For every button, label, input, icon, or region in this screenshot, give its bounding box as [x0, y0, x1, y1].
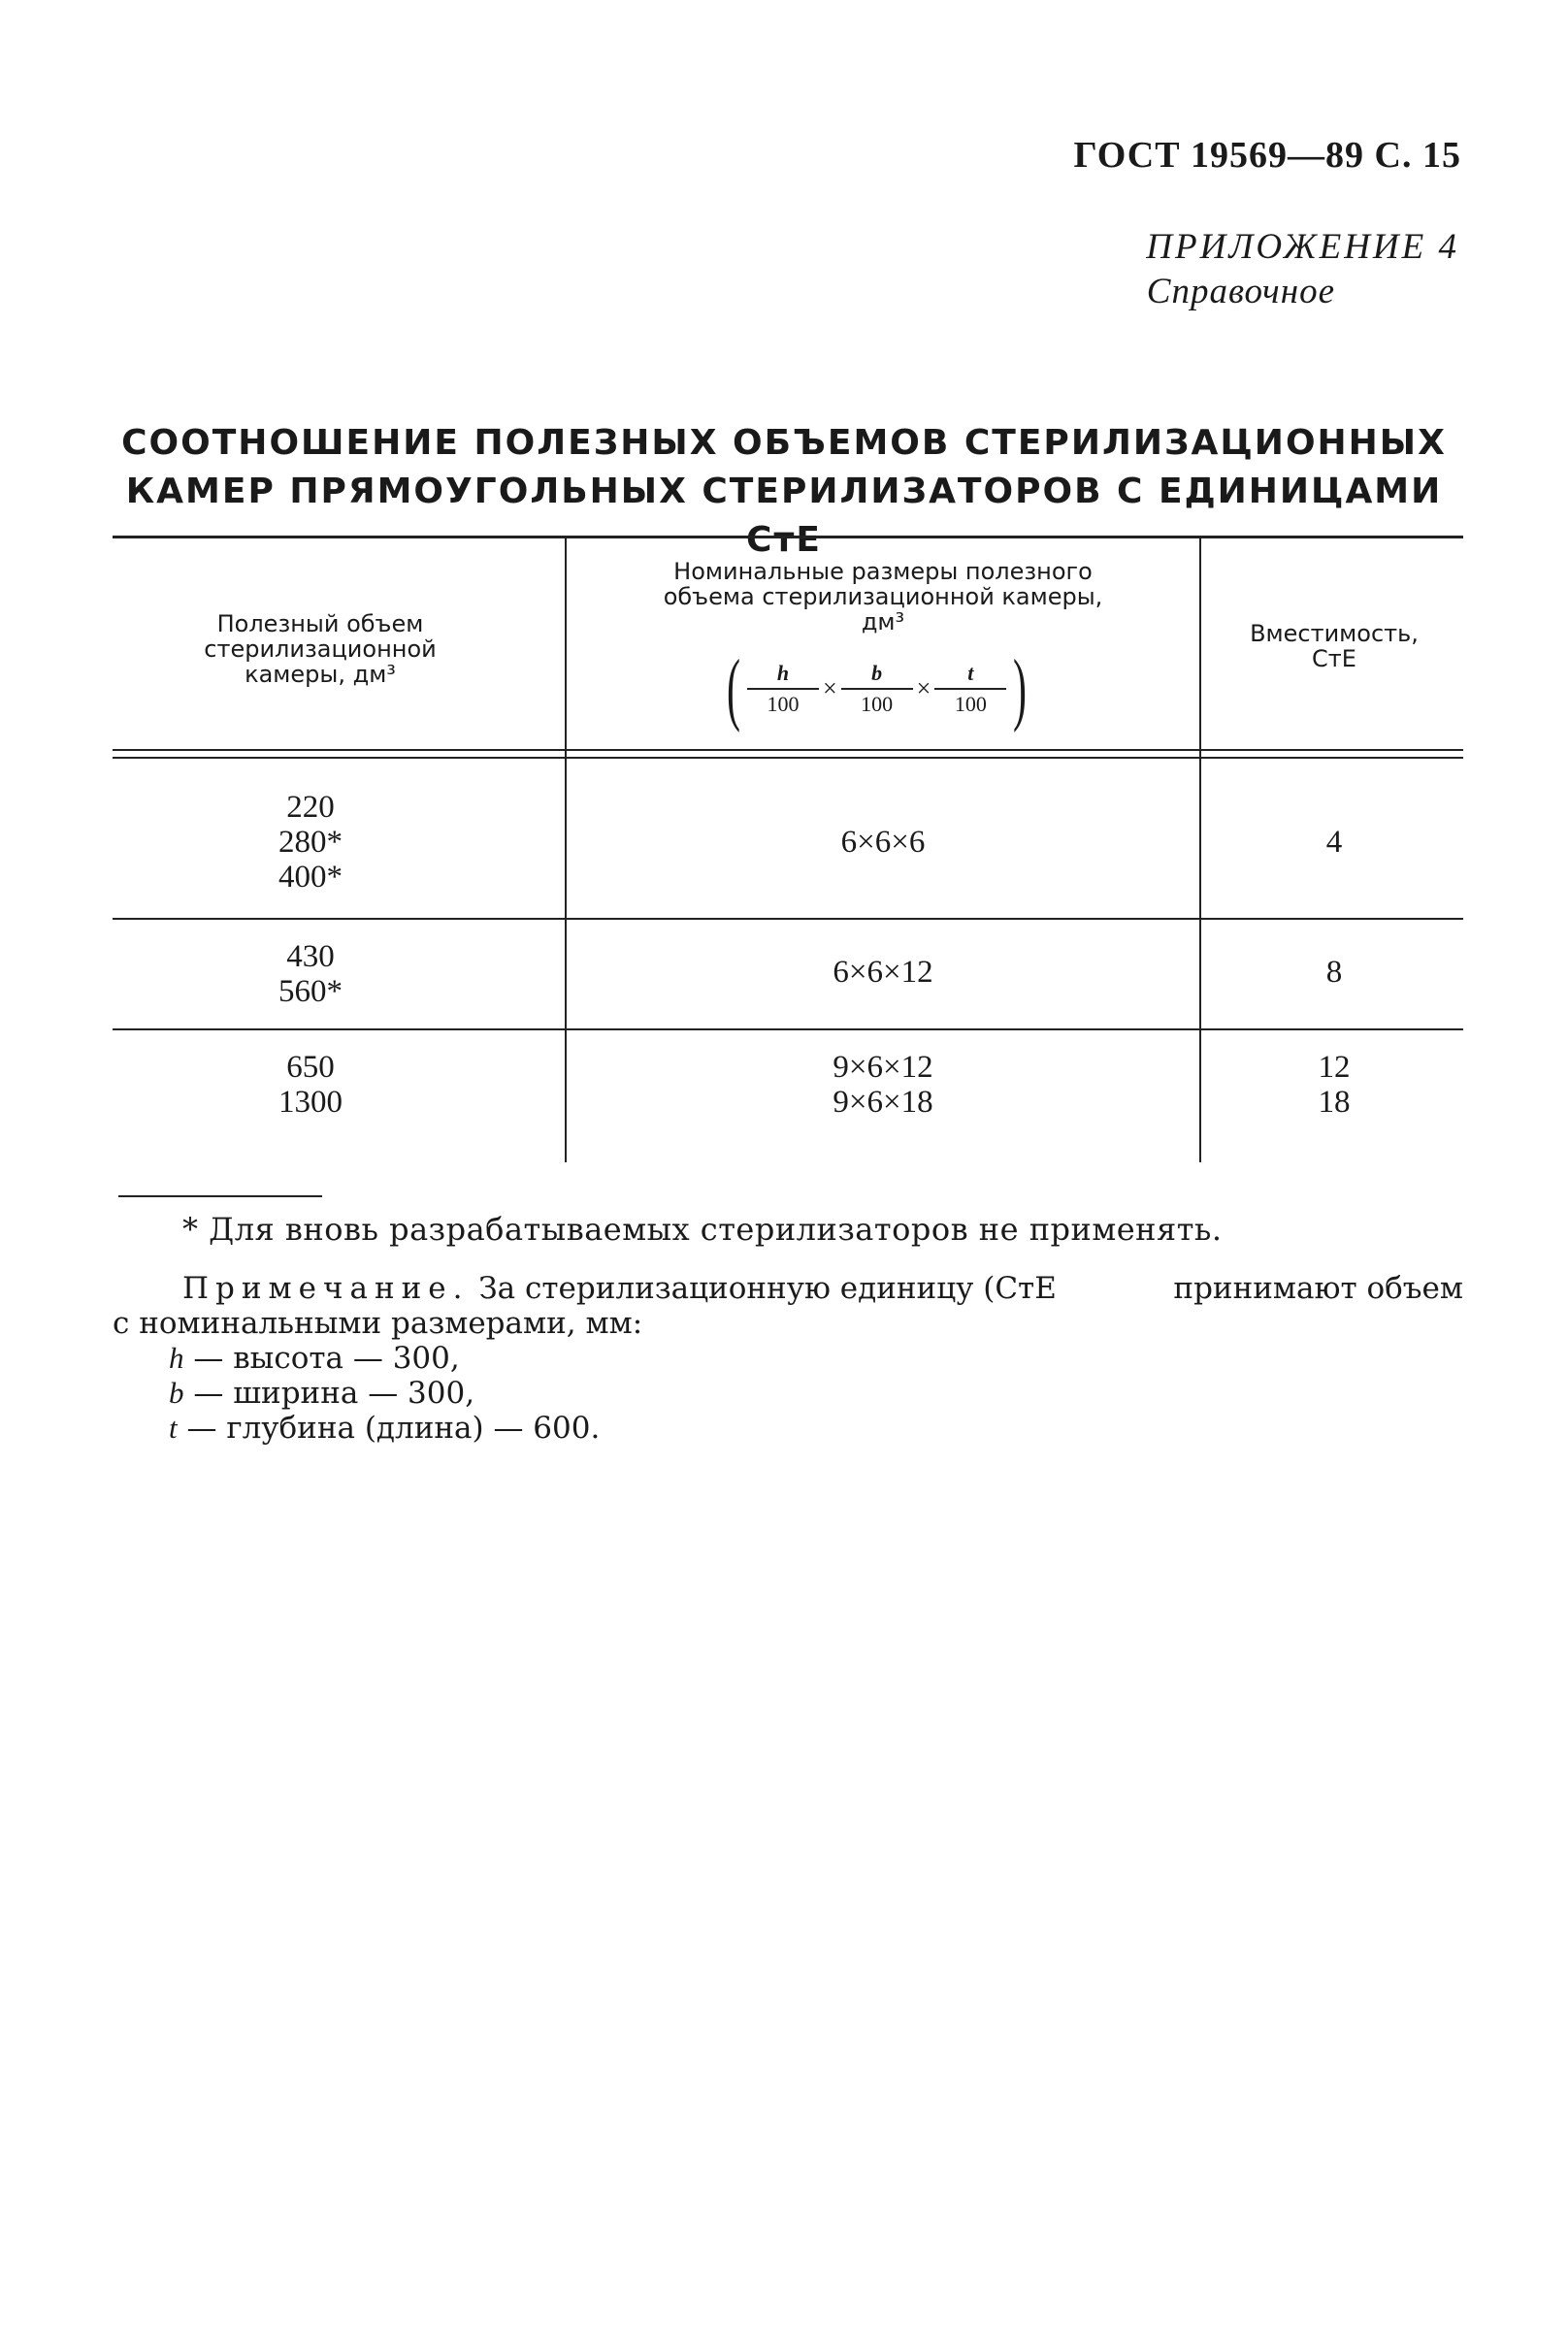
- row-separator-1: [113, 918, 1463, 920]
- header-capacity-line: СтЕ: [1312, 645, 1356, 672]
- formula-times: ×: [916, 674, 931, 702]
- note-first-line: [113, 1271, 1463, 1306]
- table-row-3-volumes: [116, 1050, 505, 1120]
- dimension-value: 9×6×12: [833, 1050, 933, 1085]
- data-table: [0, 534, 1568, 1174]
- formula-fraction-t: [934, 659, 1006, 719]
- table-row-2-dimensions: [572, 955, 1193, 990]
- note-first-left: [182, 1271, 1057, 1306]
- note-block: [113, 1271, 1463, 1446]
- table-row-1-capacity: [1207, 825, 1461, 860]
- header-dimensions-line: Номинальные размеры полезного: [673, 558, 1093, 585]
- table-top-rule: [113, 536, 1463, 538]
- dimension-value: 9×6×18: [833, 1085, 933, 1120]
- header-capacity: [1207, 621, 1461, 671]
- table-row-3-capacity: [1207, 1050, 1461, 1120]
- header-bottom-rule-1: [113, 749, 1463, 751]
- row-separator-2: [113, 1028, 1463, 1030]
- dim-text: — ширина — 300,: [183, 1376, 475, 1411]
- dimension-formula: [720, 643, 1033, 733]
- column-rule-1: [565, 536, 567, 1162]
- dim-text: — высота — 300,: [183, 1341, 460, 1376]
- volume-value: 560*: [278, 974, 343, 1009]
- dimension-value: 6×6×12: [833, 955, 933, 990]
- header-volume-line: Полезный объем: [216, 610, 424, 637]
- volume-value: 430: [286, 939, 335, 974]
- capacity-value: 8: [1325, 955, 1343, 990]
- table-row-2-capacity: [1207, 955, 1461, 990]
- formula-den-b: 100: [861, 692, 894, 716]
- note-dim-t: [113, 1411, 1463, 1446]
- title-line-1: СООТНОШЕНИЕ ПОЛЕЗНЫХ ОБЪЕМОВ СТЕРИЛИЗАЦИОННЫХ: [121, 423, 1447, 463]
- dim-symbol: h: [169, 1341, 184, 1375]
- formula-right-paren: ): [1013, 643, 1028, 733]
- volume-value: 220: [286, 790, 335, 825]
- header-volume-line: камеры, дм³: [245, 661, 396, 688]
- appendix-label: ПРИЛОЖЕНИЕ 4: [1146, 227, 1459, 267]
- formula-fraction-h: [747, 659, 819, 719]
- volume-value: 400*: [278, 860, 343, 895]
- header-volume: [116, 611, 524, 687]
- appendix-block: [1146, 225, 1459, 314]
- dim-symbol: b: [169, 1376, 184, 1410]
- formula-den-t: 100: [954, 692, 987, 716]
- formula-fraction-b: [841, 659, 913, 719]
- capacity-value: 18: [1318, 1085, 1351, 1120]
- page-header: ГОСТ 19569—89 С. 15: [1073, 135, 1461, 176]
- dim-text: — глубина (длина) — 600.: [177, 1411, 601, 1446]
- formula-b: b: [841, 659, 913, 690]
- header-dimensions-line: дм³: [861, 608, 905, 635]
- formula-times: ×: [822, 674, 837, 702]
- header-dimensions: [572, 559, 1193, 635]
- header-dimensions-line: объема стерилизационной камеры,: [663, 583, 1103, 610]
- table-row-1-volumes: [116, 790, 505, 895]
- footnote-rule: [118, 1195, 322, 1197]
- formula-h: h: [747, 659, 819, 690]
- volume-value: 650: [286, 1050, 335, 1085]
- note-label: Примечание.: [182, 1271, 470, 1306]
- formula-left-paren: (: [726, 643, 740, 733]
- title-line-2: КАМЕР ПРЯМОУГОЛЬНЫХ СТЕРИЛИЗАТОРОВ С ЕДИНИЦАМИ СтЕ: [125, 472, 1443, 560]
- dimension-value: 6×6×6: [840, 825, 926, 860]
- formula-den-h: 100: [767, 692, 800, 716]
- capacity-value: 4: [1325, 825, 1343, 860]
- formula-t: t: [934, 659, 1006, 690]
- capacity-value: 12: [1318, 1050, 1351, 1085]
- note-dim-b: [113, 1376, 1463, 1411]
- note-second-line: с номинальными размерами, мм:: [113, 1306, 643, 1341]
- dim-symbol: t: [169, 1411, 178, 1445]
- header-volume-line: стерилизационной: [204, 635, 437, 663]
- table-row-1-dimensions: [572, 825, 1193, 860]
- appendix-type: Справочное: [1146, 272, 1335, 311]
- note-text-part2: принимают объем: [1173, 1271, 1463, 1306]
- header-capacity-line: Вместимость,: [1250, 620, 1419, 647]
- table-row-3-dimensions: [572, 1050, 1193, 1120]
- header-bottom-rule-2: [113, 757, 1463, 759]
- volume-value: 1300: [278, 1085, 343, 1120]
- note-text-part1: За стерилизационную единицу (СтЕ: [478, 1271, 1057, 1306]
- column-rule-2: [1199, 536, 1201, 1162]
- volume-value: 280*: [278, 825, 343, 860]
- footnote: * Для вновь разрабатываемых стерилизаторов не применять.: [182, 1211, 1223, 1248]
- table-row-2-volumes: [116, 939, 505, 1009]
- note-dim-h: [113, 1341, 1463, 1376]
